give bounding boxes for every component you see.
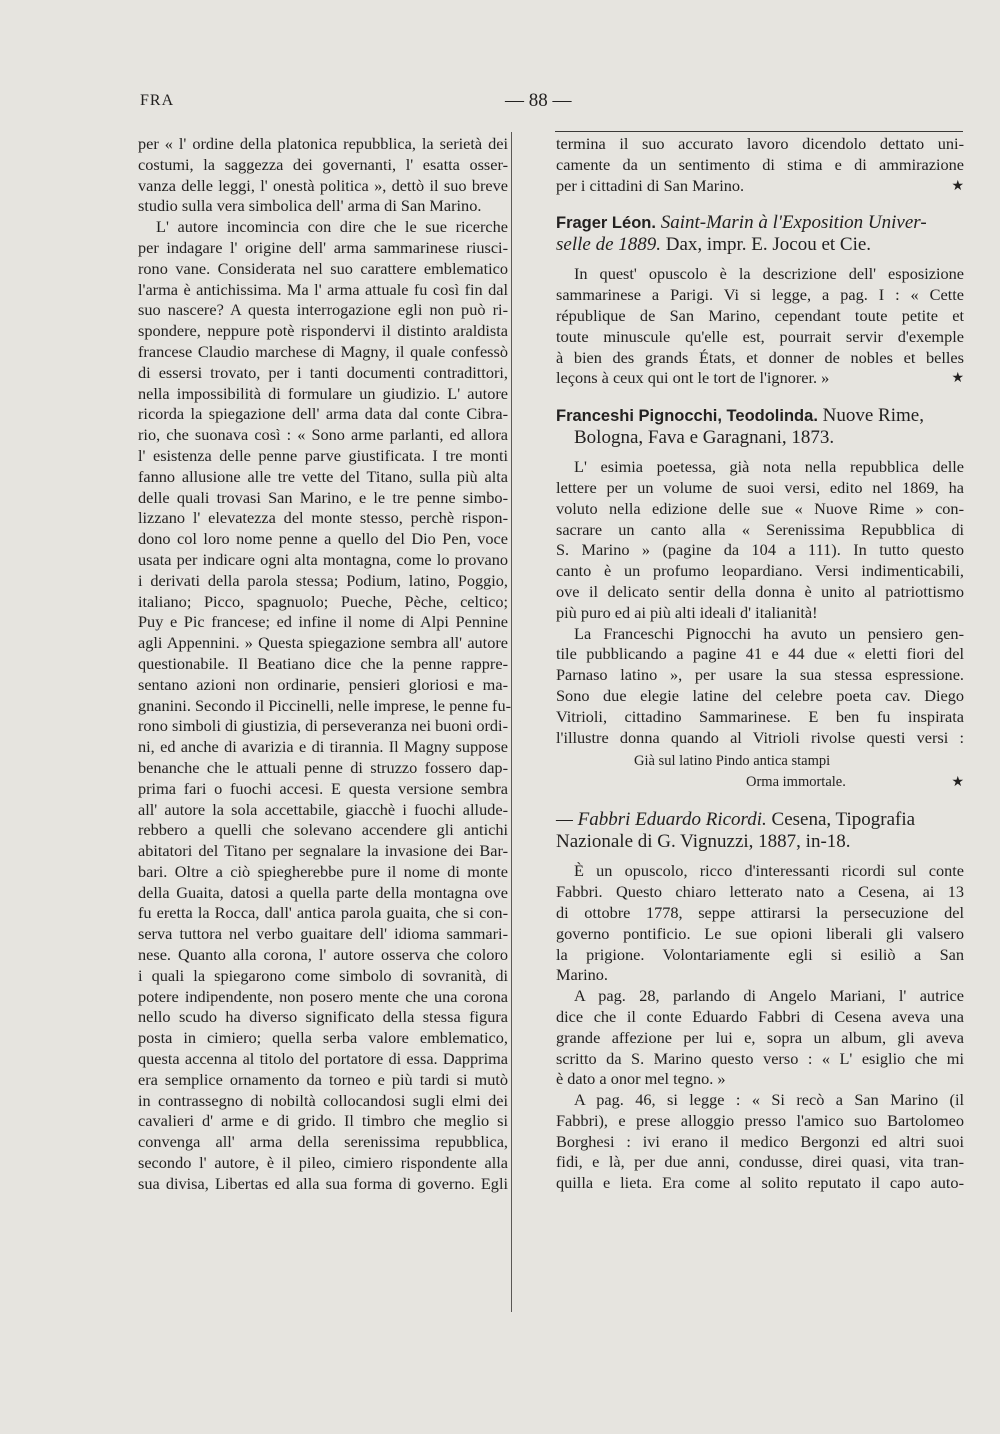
text-line: questa accenna al titolo del portatore di essa. Dapprima <box>138 1049 508 1069</box>
right-column <box>556 134 964 1194</box>
text-line: cavalieri d' arme e di grido. Il timbro che meglio si <box>138 1111 508 1131</box>
heading-line <box>556 427 964 449</box>
text-line: Puy e Pic francese; ed infine il nome di Alpi Pennine <box>138 612 508 632</box>
text-line: all' autore la sola accettabile, giacchè i fuochi allude- <box>138 799 508 819</box>
text-line: benanche che le attuali penne di struzzo fossero dap- <box>138 757 508 777</box>
verse-quote <box>556 751 964 793</box>
text-line: È un opuscolo, ricco d'interessanti ricordi sul conte <box>574 861 964 881</box>
text-line: costumi, la saggezza dei governanti, l' esatta osser- <box>138 154 508 174</box>
text-line: rebbero a quelli che solevano accendere gli antichi <box>138 820 508 840</box>
text-line: secondo l' autore, è il pileo, cimiero rispondente alla <box>138 1153 508 1173</box>
entry-body <box>556 861 964 1194</box>
text-line: L' esimia poetessa, già nota nella repubblica delle <box>574 457 964 477</box>
text-line: ove il delicato sentir della donna è unito al patriottismo <box>556 581 964 601</box>
text-line: république de San Marino, cependant toute petite et <box>556 305 964 325</box>
text-line: sacrare un canto alla « Serenissima Repubblica di <box>556 519 964 539</box>
text-line: prima fari o fuochi accesi. E questa versione sembra <box>138 778 508 798</box>
left-column <box>138 134 512 1195</box>
text-line: serva tuttora nel verbo guaitare dell' idioma sammari- <box>138 924 508 944</box>
text-line: L' autore incomincia con dire che le sue ricerche <box>156 217 508 237</box>
text-line: In quest' opuscolo è la descrizione dell' esposizione <box>574 264 964 284</box>
heading-line <box>556 831 964 853</box>
section-label: FRA <box>140 92 175 109</box>
text-line: lettere per un volume de suoi versi, edito nel 1869, ha <box>556 477 964 497</box>
text-line: spondere, neppure potè rispondervi il distinto araldista <box>138 321 508 341</box>
text-line: grande affezione per lui e, sopra un album, gli aveva <box>556 1027 964 1047</box>
star-icon: ★ <box>951 177 964 194</box>
text-line: S. Marino » (pagine da 104 a 111). In tutto questo <box>556 540 964 560</box>
page-number: — 88 — <box>505 90 572 111</box>
text-line: vanza delle leggi, l' onestà politica », dettò il suo breve <box>138 175 508 195</box>
bibliography-entry <box>556 405 964 793</box>
text-line: agli Appennini. » Questa spiegazione sembra all' autore <box>138 633 508 653</box>
text-line: era semplice ornamento da torneo e più tardi si mutò <box>138 1069 508 1089</box>
text-line: toute minuscule qu'elle est, pourrait servir d'exemple <box>556 326 964 346</box>
heading-line <box>556 405 964 427</box>
text-line: A pag. 46, si legge : « Si recò a San Marino (il <box>574 1090 964 1110</box>
text-line: Sono due elegie latine del celebre poeta cav. Diego <box>556 685 964 705</box>
text-line: della Guaita, datosi a quella parte della montagna ove <box>138 882 508 902</box>
entry-title: Nuove Rime, <box>822 405 924 427</box>
text-line: Borghesi : ivi erano il medico Bergonzi ed altri suoi <box>556 1131 964 1151</box>
text-line: La Franceschi Pignocchi ha avuto un pensiero gen- <box>574 623 964 643</box>
entry-heading <box>556 212 964 256</box>
text-line: l'illustre donna quando al Vitrioli rivolse questi versi : <box>556 727 964 747</box>
text-line: Fabbri), e prese alloggio presso l'amico suo Bartolomeo <box>556 1110 964 1130</box>
text-line: nello scudo ha diverso significato della stessa figura <box>138 1007 508 1027</box>
heading-line <box>556 234 964 256</box>
text-line: Parnaso latino », per usare la sua stessa espressione. <box>556 665 964 685</box>
text-line: rono simboli di giustizia, di perseveranza nei buoni ordi- <box>138 716 508 736</box>
text-line: ricorda la spiegazione dell' arma data dal conte Cibra- <box>138 404 508 424</box>
text-fragment: per i cittadini di San Marino. <box>556 175 745 195</box>
text-line: scritto da S. Marino questo verso : « L' esiglio che mi <box>556 1048 964 1068</box>
text-line: fidi, e là, per due anni, condusse, direi quasi, vita tran- <box>556 1152 964 1172</box>
text-line: sua divisa, Libertas ed alla sua forma di governo. Egli <box>138 1173 508 1193</box>
text-line: la prigione. Volontariamente egli si esiliò a San <box>556 944 964 964</box>
text-line: lizzano l' elevatezza del monte stesso, perchè rispon- <box>138 508 508 528</box>
star-icon: ★ <box>951 774 964 791</box>
text-line: di ottobre 1778, seppe attirarsi la persecuzione del <box>556 902 964 922</box>
entry-imprint: Nazionale di G. Vignuzzi, 1887, in-18. <box>556 831 851 853</box>
text-line: dono col loro nome penne a quello del Dio Pen, voce <box>138 529 508 549</box>
entry-author: Frager Léon. <box>556 214 656 233</box>
verse-line <box>556 772 964 793</box>
text-line: ni, ed anche di avarizia e di tirannia. Il Magny suppose <box>138 737 508 757</box>
text-line: governo pontificio. Le sue opioni liberali gli valsero <box>556 923 964 943</box>
text-line: rio, che suonava così : « Sono arme parlanti, ed allora <box>138 425 508 445</box>
text-line: i derivati della parola stessa; Podium, latino, Poggio, <box>138 570 508 590</box>
text-line <box>556 176 964 197</box>
entry-imprint: Bologna, Fava e Garagnani, 1873. <box>574 427 835 449</box>
text-line: usata per indicare ogni alta montagna, come lo provano <box>138 549 508 569</box>
text-line: rono vane. Considerata nel suo carattere emblematico <box>138 258 508 278</box>
text-line: bari. Oltre a ciò spiegherebbe pure il nome di monte <box>138 861 508 881</box>
text-line: fanno allusione alle tre vette del Titano, sulla più alta <box>138 466 508 486</box>
entry-heading <box>556 405 964 449</box>
text-line: voluto nella edizione delle sue « Nuove Rime » con- <box>556 498 964 518</box>
text-line: di essersi trovato, per i tanti documenti contradittori, <box>138 362 508 382</box>
entry-title: selle de 1889. <box>556 234 662 256</box>
entry-body <box>556 264 964 389</box>
text-line: studio sulla vera simbolica dell' arma di San Marino. <box>138 196 482 216</box>
text-line: italiano; Picco, spagnuolo; Pueche, Pèche, celtico; <box>138 591 508 611</box>
text-line: camente da un sentimento di stima e di ammirazione <box>556 154 964 174</box>
entry-author: — Fabbri Eduardo Ricordi. <box>556 809 767 831</box>
entry-heading <box>556 809 964 853</box>
text-line: dice che il conte Eduardo Fabbri di Cesena aveva una <box>556 1006 964 1026</box>
text-line: Marino. <box>556 965 608 985</box>
text-fragment: Orma immortale. <box>746 774 846 791</box>
text-line: sentano azioni non ordinarie, pensieri gloriosi e ma- <box>138 674 508 694</box>
text-line: delle quali trovasi San Marino, e le tre penne simbo- <box>138 487 508 507</box>
text-line: suo nascere? A questa interrogazione egli non può ri- <box>138 300 508 320</box>
text-line: posta in cimiero; quella serba valore emblematico, <box>138 1028 508 1048</box>
entry-author: Franceshi Pignocchi, Teodolinda. <box>556 407 818 426</box>
text-line: più puro ed ai più alti ideali d' italianità! <box>556 602 818 622</box>
text-line: nese. Quanto alla corona, l' autore osserva che coloro <box>138 945 508 965</box>
column-divider <box>511 132 512 1312</box>
text-line: quilla e lieta. Era come al solito reputato il capo auto- <box>556 1173 964 1193</box>
text-line: questionabile. Il Beatiano dice che la penne rappre- <box>138 653 508 673</box>
text-line: i quali la spiegarono come simbolo di sovranità, di <box>138 965 508 985</box>
entry-title: Saint-Marin à l'Exposition Univer- <box>660 212 927 234</box>
text-line: fu eretta la Rocca, dall' antica parola guaita, che si con- <box>138 903 508 923</box>
text-line: Fabbri. Questo chiaro letterato nato a Cesena, ai 13 <box>556 882 964 902</box>
text-line <box>556 368 964 389</box>
entry-imprint: Dax, impr. E. Jocou et Cie. <box>665 234 872 256</box>
text-line: abitatori del Titano per segnalare la invasione dei Bar- <box>138 841 508 861</box>
verse-line: Già sul latino Pindo antica stampi <box>634 753 831 770</box>
entry-title: Cesena, Tipografia <box>771 809 916 831</box>
text-line: per « l' ordine della platonica repubblica, la serietà dei <box>138 134 508 153</box>
text-line: Vitrioli, cittadino Sammarinese. E ben fu inspirata <box>556 706 964 726</box>
text-line: potere indipendente, non posero mente che una corona <box>138 986 508 1006</box>
text-line: per indagare l' origine dell' arma sammarinese riusci- <box>138 237 508 257</box>
header-rule <box>555 131 963 132</box>
text-line: canto è un profumo leopardiano. Versi indimenticabili, <box>556 561 964 581</box>
bibliography-entry <box>556 212 964 389</box>
text-line: A pag. 28, parlando di Angelo Mariani, l' autrice <box>574 986 964 1006</box>
heading-line <box>556 212 964 234</box>
running-head <box>0 88 1000 118</box>
text-line: convenga all' arma della serenissima repubblica, <box>138 1132 508 1152</box>
bibliography-entry <box>556 809 964 1194</box>
text-line: l' esistenza delle penne parve giustificata. I tre monti <box>138 445 508 465</box>
text-line: francese Claudio marchese di Magny, il quale confessò <box>138 341 508 361</box>
text-line: l'arma è antichissima. Ma l' arma attuale fu così fin dal <box>138 279 508 299</box>
text-line: in contrassegno di nobiltà collocandosi sugli elmi dei <box>138 1090 508 1110</box>
text-fragment: leçons à ceux qui ont le tort de l'ignorer. » <box>556 368 830 388</box>
text-line: sammarinese a Parigi. Vi si legge, a pag. I : « Cette <box>556 285 964 305</box>
text-line: nella impossibilità di formulare un giudizio. L' autore <box>138 383 508 403</box>
text-line: termina il suo accurato lavoro dicendolo dettato uni- <box>556 134 964 153</box>
text-line: à bien des grands États, et donner de nobles et belles <box>556 347 964 367</box>
text-line: gnanini. Secondo il Piccinelli, nelle imprese, le penne fu- <box>138 695 512 715</box>
text-line: è dato a onor mel tegno. » <box>556 1069 726 1089</box>
star-icon: ★ <box>951 370 964 387</box>
text-line: tile pubblicando a pagine 41 e 44 due « eletti fiori del <box>556 644 964 664</box>
heading-line <box>556 809 964 831</box>
entry-body <box>556 457 964 793</box>
